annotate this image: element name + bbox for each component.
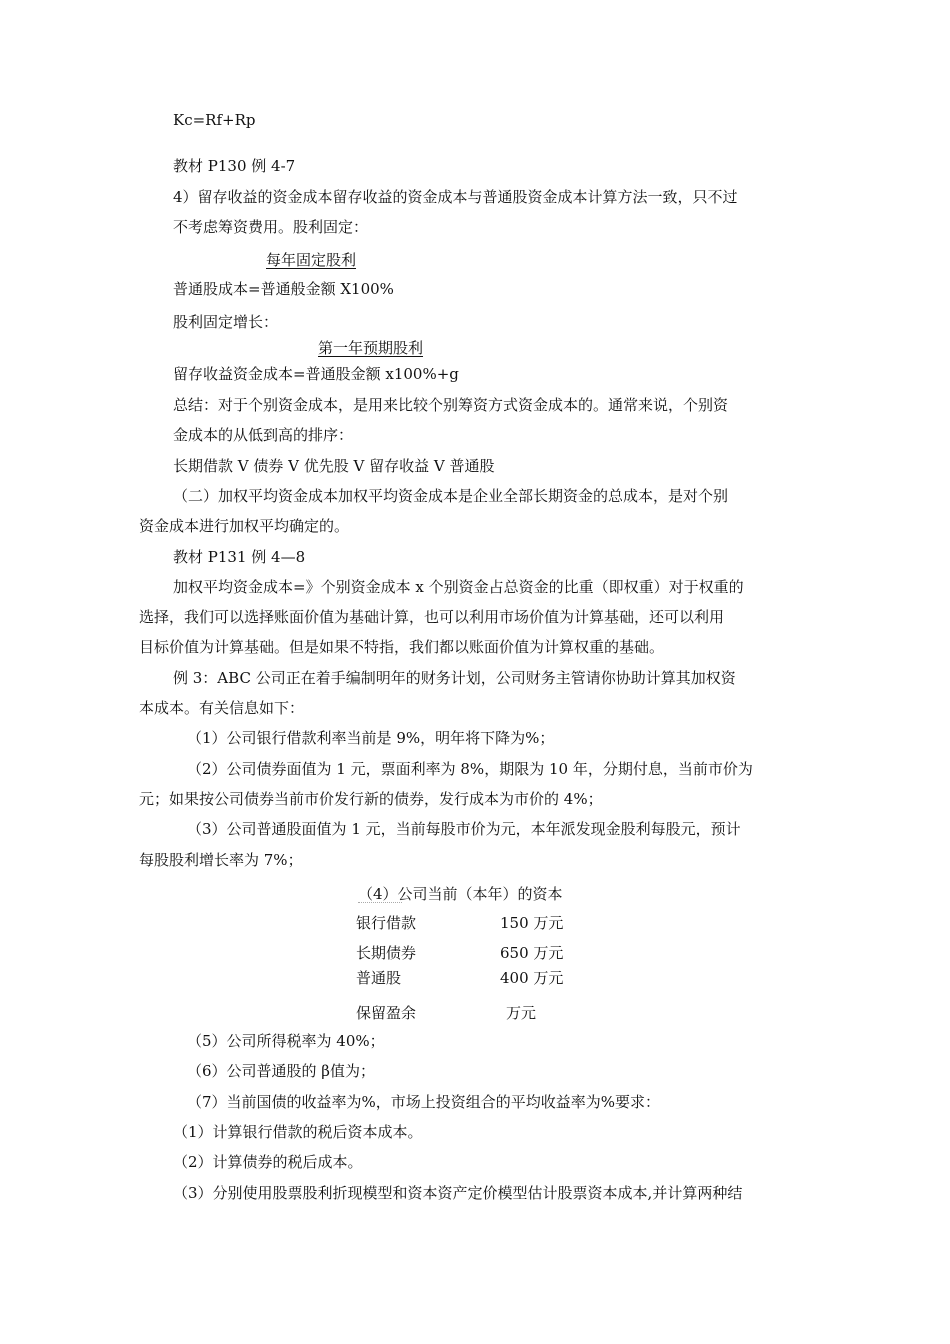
- formula-denominator: 普通般金额: [260, 280, 336, 298]
- table-cell-amount: 650 万元: [500, 944, 564, 962]
- table-cell-item: 普通股: [356, 969, 402, 987]
- cost-ranking: 长期借款 V 债券 V 优先股 V 留存收益 V 普通股: [173, 457, 495, 475]
- formula-label: 普通股成本=: [173, 280, 261, 298]
- condition-6: （6）公司普通股的 β值为；: [187, 1062, 375, 1080]
- textbook-ref-p131: 教材 P131 例 4—8: [173, 548, 306, 566]
- condition-3-cont: 每股股利增长率为 7%；: [139, 851, 303, 869]
- condition-2-cont: 元；如果按公司债券当前市价发行新的债券，发行成本为市价的 4%；: [139, 790, 603, 808]
- summary-paragraph: 总结：对于个别资金成本，是用来比较个别筹资方式资金成本的。通常来说，个别资: [173, 396, 729, 414]
- formula-label: 留存收益资金成本=: [173, 365, 306, 383]
- requirement-2: （2）计算债券的税后成本。: [173, 1153, 363, 1171]
- example-3-intro-cont: 本成本。有关信息如下：: [139, 699, 305, 717]
- table-cell-amount: 150 万元: [500, 914, 564, 932]
- condition-3: （3）公司普通股面值为 1 元，当前每股市价为元，本年派发现金股利每股元，预计: [187, 820, 741, 838]
- formula-suffix: X100%: [335, 280, 394, 298]
- wacc-formula-paragraph-cont2: 目标价值为计算基础。但是如果不特指，我们都以账面价值为计算权重的基础。: [139, 638, 665, 656]
- condition-7: （7）当前国债的收益率为%，市场上投资组合的平均收益率为%要求：: [187, 1093, 661, 1111]
- wacc-formula-paragraph: 加权平均资金成本=》个别资金成本 x 个别资金占总资金的比重（即权重）对于权重的: [173, 578, 744, 596]
- table-cell-amount: 400 万元: [500, 969, 564, 987]
- formula-denominator: 普通股金额: [305, 365, 381, 383]
- formula-retained-earnings-cost: [173, 363, 459, 385]
- table-cell-item: 保留盈余: [356, 1004, 417, 1022]
- requirement-1: （1）计算银行借款的税后资本成本。: [173, 1123, 423, 1141]
- formula-numerator-fixed-dividend: 每年固定股利: [266, 251, 357, 269]
- table-cell-item: 长期债券: [356, 944, 417, 962]
- textbook-ref-p130: 教材 P130 例 4-7: [173, 157, 296, 175]
- paragraph-retained-earnings-cont: 不考虑筹资费用。股利固定：: [173, 218, 369, 236]
- paragraph-retained-earnings: 4）留存收益的资金成本留存收益的资金成本与普通股资金成本计算方法一致，只不过: [173, 188, 738, 206]
- caption-divider: [358, 902, 402, 907]
- wacc-heading-paragraph: （二）加权平均资金成本加权平均资金成本是企业全部长期资金的总成本，是对个别: [173, 487, 729, 505]
- table-cell-item: 银行借款: [356, 914, 417, 932]
- dividend-growth-heading: 股利固定增长：: [173, 313, 279, 331]
- formula-numerator-first-year-dividend: 第一年预期股利: [318, 339, 424, 357]
- wacc-formula-paragraph-cont1: 选择，我们可以选择账面价值为基础计算，也可以利用市场价值为计算基础，还可以利用: [139, 608, 725, 626]
- formula-kc: Kc=Rf+Rp: [173, 111, 256, 129]
- formula-common-stock-cost: [173, 278, 394, 300]
- condition-2: （2）公司债券面值为 1 元，票面利率为 8%，期限为 10 年，分期付息，当前市价为: [187, 760, 753, 778]
- summary-paragraph-cont: 金成本的从低到高的排序：: [173, 426, 354, 444]
- wacc-heading-paragraph-cont: 资金成本进行加权平均确定的。: [139, 517, 350, 535]
- formula-suffix: x100%+g: [380, 365, 459, 383]
- condition-5: （5）公司所得税率为 40%；: [187, 1032, 385, 1050]
- condition-1: （1）公司银行借款利率当前是 9%，明年将下降为%；: [187, 729, 555, 747]
- table-cell-amount: 万元: [506, 1004, 537, 1022]
- requirement-3: （3）分别使用股票股利折现模型和资本资产定价模型估计股票资本成本,并计算两种结: [173, 1184, 743, 1202]
- condition-4-caption: （4）公司当前（本年）的资本: [358, 885, 563, 903]
- example-3-intro: 例 3：ABC 公司正在着手编制明年的财务计划，公司财务主管请你协助计算其加权资: [173, 669, 736, 687]
